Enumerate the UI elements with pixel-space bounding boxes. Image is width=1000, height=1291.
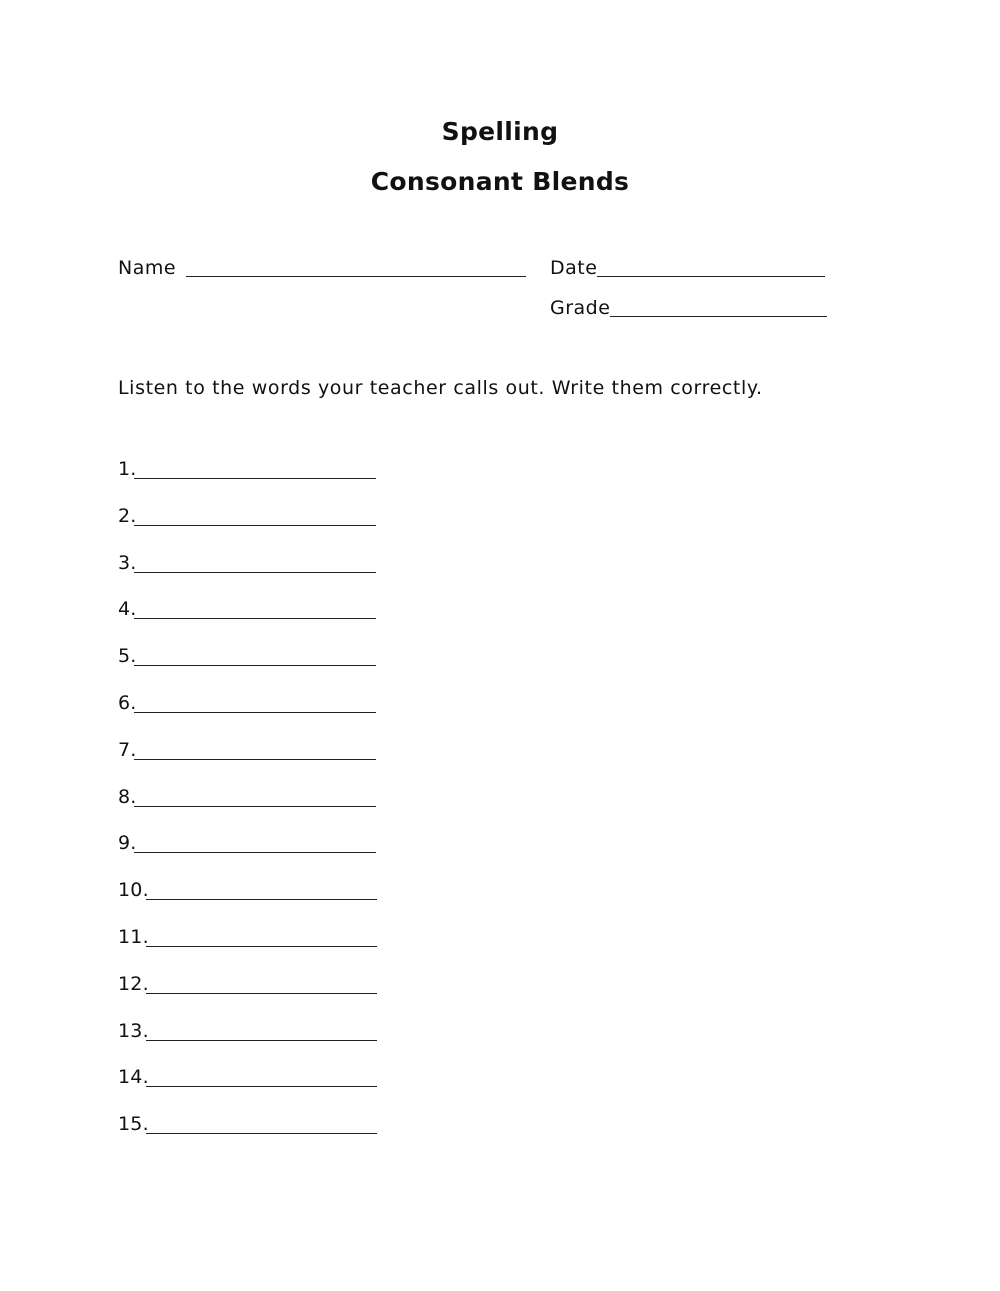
answer-item[interactable] [118,739,518,786]
answer-blank-line[interactable] [146,899,377,900]
answer-number: 1. [118,458,137,480]
date-field[interactable] [550,257,825,279]
answer-number: 7. [118,738,137,761]
answer-number: 9. [118,832,137,855]
grade-label: Grade [550,297,611,319]
grade-blank-line[interactable] [610,315,827,317]
date-label: Date [550,257,598,279]
answer-blank-line[interactable] [146,1133,377,1134]
answer-item[interactable] [118,645,518,692]
answer-blank-line[interactable] [146,946,377,947]
name-blank-line[interactable] [186,275,526,277]
answer-item[interactable] [118,458,518,505]
answer-blank-line[interactable] [146,1086,377,1087]
grade-field[interactable] [550,297,827,319]
instructions-text: Listen to the words your teacher calls out. Write them correctly. [118,377,763,399]
answer-blank-line[interactable] [146,993,377,994]
answer-blank-line[interactable] [134,759,376,760]
answer-number: 3. [118,551,137,574]
answer-blank-line[interactable] [134,525,376,526]
answer-number: 15. [118,1113,149,1136]
answer-item[interactable] [118,1066,518,1113]
answer-blank-line[interactable] [134,806,376,807]
name-field[interactable] [118,257,526,279]
answer-item[interactable] [118,1113,518,1160]
answer-blank-line[interactable] [134,665,376,666]
answer-number: 11. [118,925,149,948]
answer-blank-line[interactable] [134,618,376,619]
answer-blank-line[interactable] [146,1040,377,1041]
answer-number: 6. [118,691,137,714]
answer-item[interactable] [118,973,518,1020]
answer-number: 5. [118,645,137,668]
answer-item[interactable] [118,1020,518,1067]
answer-list [118,458,518,1160]
answer-item[interactable] [118,505,518,552]
date-blank-line[interactable] [597,275,825,277]
answer-number: 2. [118,504,137,527]
answer-item[interactable] [118,832,518,879]
answer-item[interactable] [118,786,518,833]
answer-number: 14. [118,1066,149,1089]
answer-item[interactable] [118,879,518,926]
answer-number: 13. [118,1019,149,1042]
answer-item[interactable] [118,926,518,973]
answer-number: 12. [118,972,149,995]
answer-number: 8. [118,785,137,808]
answer-blank-line[interactable] [134,572,376,573]
page-title: Spelling [441,117,559,146]
answer-item[interactable] [118,692,518,739]
answer-blank-line[interactable] [134,478,376,479]
name-label: Name [118,257,177,279]
answer-number: 10. [118,879,149,902]
answer-blank-line[interactable] [134,852,376,853]
page-subtitle: Consonant Blends [370,167,630,196]
answer-number: 4. [118,598,137,621]
answer-blank-line[interactable] [134,712,376,713]
answer-item[interactable] [118,552,518,599]
answer-item[interactable] [118,598,518,645]
